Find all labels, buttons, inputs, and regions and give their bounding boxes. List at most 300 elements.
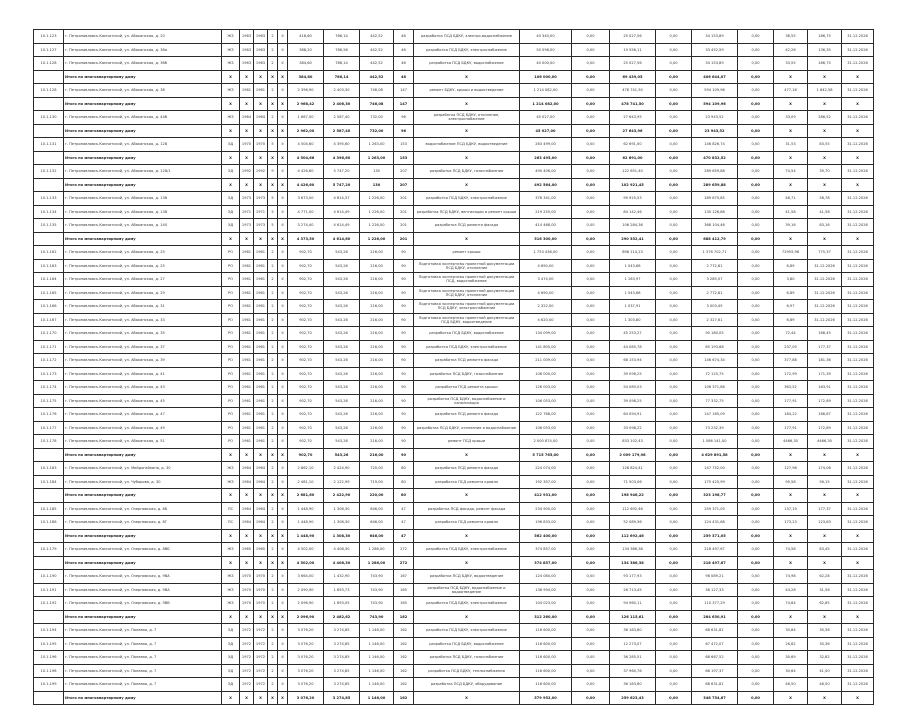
- cell-sum: 0,00: [656, 327, 692, 341]
- cell-cnt: 182: [394, 610, 414, 624]
- cell-work: разработка ПСД БДКУ, водоснабжение и канализация: [414, 394, 520, 408]
- cell-sum: 0,00: [656, 286, 692, 300]
- cell-sum: 116 600,00: [520, 678, 572, 692]
- cell-sum: 0,00: [738, 475, 774, 489]
- cell-area: 442,52: [360, 43, 394, 57]
- cell-sum: 0,00: [656, 367, 692, 381]
- cell-work: X: [414, 529, 520, 543]
- cell-rate: X: [808, 70, 842, 84]
- table-row: [34, 219, 874, 233]
- cell-sum: 0,00: [656, 543, 692, 557]
- cell-area: 766,14: [324, 30, 360, 44]
- cell-sum: 112 692,46: [610, 502, 656, 516]
- cell-sum: 72 125,75: [692, 367, 738, 381]
- cell-sum: 23 943,52: [692, 111, 738, 125]
- cell-yr: 1963: [254, 57, 268, 71]
- cell-cat: II: [278, 354, 288, 368]
- total-row: [34, 610, 874, 624]
- cell-num: 10.1.191: [34, 583, 64, 597]
- cell-area: 3 664,00: [288, 570, 324, 584]
- cell-num: 10.1.176: [34, 408, 64, 422]
- cell-code: РО: [222, 300, 240, 314]
- cell-date: 31.12.2026: [842, 637, 874, 651]
- cell-cat: II: [278, 367, 288, 381]
- cell-area: 2 962,00: [288, 124, 324, 138]
- cell-fl: 2: [268, 408, 278, 422]
- cell-date: 31.12.2026: [842, 138, 874, 152]
- cell-area: 902,70: [288, 286, 324, 300]
- cell-code: ЖЗ: [222, 43, 240, 57]
- cell-area: 3 076,20: [288, 637, 324, 651]
- cell-num: 10.1.165: [34, 286, 64, 300]
- cell-cnt: 90: [394, 408, 414, 422]
- table-row: [34, 462, 874, 476]
- cell-date: X: [842, 97, 874, 111]
- cell-cat: II: [278, 192, 288, 206]
- cell-area: 902,70: [288, 259, 324, 273]
- cell-cnt: 201: [394, 232, 414, 246]
- cell-sum: 898 114,23: [610, 246, 656, 260]
- cell-work: X: [414, 232, 520, 246]
- cell-cnt: 90: [394, 394, 414, 408]
- cell-cnt: 162: [394, 624, 414, 638]
- cell-cnt: 162: [394, 651, 414, 665]
- cell-sum: 0,00: [656, 583, 692, 597]
- cell-sum: 0,00: [738, 394, 774, 408]
- cell-sum: 4 620,00: [520, 313, 572, 327]
- cell-cat: II: [278, 678, 288, 692]
- cell-sum: 0,00: [572, 165, 610, 179]
- cell-sum: 323 198,77: [692, 489, 738, 503]
- cell-sum: 0,00: [738, 84, 774, 98]
- cell-yr: 1961: [240, 259, 254, 273]
- cell-sum: 594 109,96: [692, 84, 738, 98]
- cell-work: разработка ПСД ремонта крыши: [414, 381, 520, 395]
- cell-work: ремонт БДКУ, крыши и водоотведение: [414, 84, 520, 98]
- cell-sum: 0,00: [738, 151, 774, 165]
- cell-rate: 181,36: [808, 354, 842, 368]
- cell-sum: 0,00: [738, 529, 774, 543]
- cell-cnt: 201: [394, 192, 414, 206]
- cell-area: 4 408,30: [324, 543, 360, 557]
- cell-rate: X: [808, 448, 842, 462]
- table-row: [34, 246, 874, 260]
- table-row: [34, 678, 874, 692]
- cell-num: [34, 232, 64, 246]
- cell-code: РО: [222, 435, 240, 449]
- cell-addr: г. Петропавловск-Камчатский, ул. Абаканская, д. 136: [64, 192, 222, 206]
- cell-sum: 374 857,00: [520, 556, 572, 570]
- cell-sum: 68 667,52: [692, 651, 738, 665]
- cell-sum: 68 631,81: [692, 624, 738, 638]
- cell-rate: 26,82: [774, 637, 808, 651]
- cell-rate: 31,53: [774, 138, 808, 152]
- cell-sum: 0,00: [738, 97, 774, 111]
- cell-sum: 0,00: [738, 556, 774, 570]
- table-row: [34, 516, 874, 530]
- cell-cnt: 46: [394, 57, 414, 71]
- cell-cnt: 207: [394, 178, 414, 192]
- cell-sum: 198 946,22: [610, 489, 656, 503]
- cell-fl: 5: [268, 219, 278, 233]
- cell-area: 543,26: [324, 394, 360, 408]
- total-row: [34, 232, 874, 246]
- cell-sum: 0,00: [656, 435, 692, 449]
- cell-date: 31.12.2026: [842, 205, 874, 219]
- cell-area: 543,26: [324, 259, 360, 273]
- cell-cat: II: [278, 57, 288, 71]
- cell-fl: 2: [268, 327, 278, 341]
- cell-area: 902,70: [288, 394, 324, 408]
- cell-sum: 45 027,00: [520, 124, 572, 138]
- cell-rate: 4466,30: [808, 435, 842, 449]
- cell-rate: X: [774, 489, 808, 503]
- cell-sum: 134 386,38: [610, 556, 656, 570]
- cell-cat: II: [278, 300, 288, 314]
- cell-area: 1 286,00: [360, 543, 394, 557]
- cell-sum: 0,00: [572, 435, 610, 449]
- cell-sum: 189 675,85: [692, 192, 738, 206]
- cell-code: РО: [222, 408, 240, 422]
- cell-work: разработка ПСД ремонта кровли: [414, 516, 520, 530]
- cell-rate: 33,09: [774, 111, 808, 125]
- cell-sum: 68 631,81: [692, 678, 738, 692]
- cell-sum: 3 285,07: [692, 273, 738, 287]
- cell-date: 31.12.2026: [842, 651, 874, 665]
- table-row: [34, 138, 874, 152]
- cell-yr: 1973: [240, 219, 254, 233]
- table-row: [34, 327, 874, 341]
- cell-work: X: [414, 97, 520, 111]
- cell-num: [34, 529, 64, 543]
- cell-rate: X: [808, 610, 842, 624]
- cell-code: ЖЗ: [222, 111, 240, 125]
- cell-rate: 41,50: [808, 664, 842, 678]
- cell-sum: 25 027,56: [610, 57, 656, 71]
- cell-sum: 0,00: [738, 273, 774, 287]
- cell-sum: 0,00: [656, 637, 692, 651]
- cell-yr: 1961: [254, 421, 268, 435]
- cell-sum: 4 629 891,58: [692, 448, 738, 462]
- cell-date: X: [842, 691, 874, 705]
- cell-sum: 259 623,43: [610, 691, 656, 705]
- cell-sum: 0,00: [656, 273, 692, 287]
- cell-yr: 1961: [254, 84, 268, 98]
- cell-area: 1 146,00: [360, 624, 394, 638]
- cell-sum: 0,00: [572, 70, 610, 84]
- cell-sum: 104 023,00: [520, 597, 572, 611]
- cell-rate: 42,26: [774, 43, 808, 57]
- cell-area: 543,26: [324, 273, 360, 287]
- cell-area: 3 274,85: [324, 624, 360, 638]
- cell-rate: 74,98: [774, 570, 808, 584]
- table-row: [34, 43, 874, 57]
- cell-num: 10.1.179: [34, 543, 64, 557]
- cell-area: 543,26: [324, 367, 360, 381]
- cell-num: 10.1.133: [34, 192, 64, 206]
- cell-yr: 1970: [240, 570, 254, 584]
- cell-cat: X: [278, 610, 288, 624]
- cell-rate: 363,52: [774, 381, 808, 395]
- cell-code: РО: [222, 421, 240, 435]
- cell-area: 1 432,90: [324, 570, 360, 584]
- cell-num: 10.1.135: [34, 219, 64, 233]
- cell-cat: X: [278, 124, 288, 138]
- cell-num: 10.1.186: [34, 516, 64, 530]
- cell-yr: 1964: [254, 516, 268, 530]
- cell-sum: 0,00: [572, 462, 610, 476]
- cell-rate: 123,63: [808, 516, 842, 530]
- cell-code: РО: [222, 246, 240, 260]
- cell-date: 31.12.2026: [842, 246, 874, 260]
- cell-area: 130: [360, 178, 394, 192]
- cell-sum: 2 327,61: [692, 313, 738, 327]
- cell-area: 902,70: [288, 367, 324, 381]
- cell-addr: г. Петропавловск-Камчатский, ул. Абаканская, д. 41: [64, 367, 222, 381]
- cell-cat: X: [278, 489, 288, 503]
- cell-sum: 25 027,56: [610, 30, 656, 44]
- cell-rate: 237,05: [774, 340, 808, 354]
- cell-sum: 0,00: [572, 340, 610, 354]
- cell-sum: 406 644,07: [692, 70, 738, 84]
- cell-area: 2 122,99: [324, 475, 360, 489]
- cell-sum: 0,00: [738, 502, 774, 516]
- cell-sum: 106 000,00: [520, 70, 572, 84]
- cell-work: X: [414, 151, 520, 165]
- cell-sum: 0,00: [656, 489, 692, 503]
- cell-date: 31.12.2026: [842, 367, 874, 381]
- cell-cat: II: [278, 111, 288, 125]
- cell-cnt: 162: [394, 691, 414, 705]
- cell-rate: 4466,30: [774, 435, 808, 449]
- cell-area: 3 274,85: [324, 651, 360, 665]
- cell-rate: 6,89: [774, 286, 808, 300]
- cell-sum: 0,00: [738, 43, 774, 57]
- cell-fl: 2: [268, 664, 278, 678]
- cell-area: 902,70: [288, 354, 324, 368]
- cell-cat: II: [278, 475, 288, 489]
- cell-work: разработка ПСД БДКУ, отопление, электроснабжение: [414, 111, 520, 125]
- cell-area: 543,26: [324, 246, 360, 260]
- cell-date: 31.12.2026: [842, 327, 874, 341]
- cell-code: РО: [222, 367, 240, 381]
- cell-work: X: [414, 448, 520, 462]
- cell-sum: 0,00: [572, 57, 610, 71]
- cell-addr: г. Петропавловск-Камчатский, ул. Абаканская, д. 44б: [64, 111, 222, 125]
- cell-fl: 2: [268, 30, 278, 44]
- total-row: [34, 97, 874, 111]
- cell-sum: 1 753 436,00: [520, 246, 572, 260]
- cell-fl: 2: [268, 286, 278, 300]
- cell-yr: X: [240, 610, 254, 624]
- cell-sum: 0,00: [572, 246, 610, 260]
- cell-work: разработка ПСД БДКУ, газоснабжение: [414, 165, 520, 179]
- cell-sum: 0,00: [572, 610, 610, 624]
- cell-addr: г. Петропавловск-Камчатский, ул. Чубарова, д. 30: [64, 475, 222, 489]
- cell-num: [34, 556, 64, 570]
- cell-area: 902,70: [288, 448, 324, 462]
- cell-work: разработка ПСД БДКУ, электроснабжение: [414, 43, 520, 57]
- cell-sum: 0,00: [656, 84, 692, 98]
- cell-work: разработка ПСД БДКУ, теплоснабжения: [414, 664, 520, 678]
- cell-sum: 40 340,00: [520, 30, 572, 44]
- cell-date: 31.12.2026: [842, 57, 874, 71]
- cell-sum: 0,00: [572, 354, 610, 368]
- cell-yr: X: [240, 124, 254, 138]
- cell-cat: X: [278, 556, 288, 570]
- cell-yr: 1973: [254, 192, 268, 206]
- cell-work: разработка ПСД БДКУ, электроснабжение: [414, 597, 520, 611]
- table-row: [34, 421, 874, 435]
- cell-sum: 0,00: [738, 340, 774, 354]
- cell-cnt: 165: [394, 597, 414, 611]
- table-row: [34, 300, 874, 314]
- table-row: [34, 340, 874, 354]
- cell-area: 216,00: [360, 421, 394, 435]
- cell-area: 720,00: [360, 462, 394, 476]
- cell-yr: 1972: [240, 651, 254, 665]
- cell-sum: 284 630,91: [692, 610, 738, 624]
- cell-sum: 2 322,00: [520, 300, 572, 314]
- cell-fl: 5: [268, 138, 278, 152]
- cell-sum: 0,00: [738, 489, 774, 503]
- cell-addr: г. Петропавловск-Камчатский, ул. Абаканская, д. 36б: [64, 57, 222, 71]
- cell-area: 1 667,00: [288, 111, 324, 125]
- cell-code: ЖЗ: [222, 570, 240, 584]
- cell-rate: 184,22: [774, 408, 808, 422]
- cell-rate: 72955,98: [774, 246, 808, 260]
- cell-cnt: 80: [394, 475, 414, 489]
- cell-date: 31.12.2026: [842, 664, 874, 678]
- cell-area: 1 308,30: [324, 502, 360, 516]
- cell-addr: г. Петропавловск-Камчатский, ул. Абаканская, д. 25: [64, 259, 222, 273]
- cell-yr: 1964: [254, 502, 268, 516]
- cell-yr: 1992: [254, 165, 268, 179]
- cell-yr: 1972: [240, 664, 254, 678]
- cell-sum: 27 643,95: [610, 111, 656, 125]
- cell-sum: 0,00: [572, 597, 610, 611]
- cell-yr: 1961: [254, 435, 268, 449]
- cell-code: ЭД: [222, 138, 240, 152]
- cell-area: 902,70: [288, 246, 324, 260]
- cell-area: 216,00: [360, 313, 394, 327]
- cell-cnt: 80: [394, 462, 414, 476]
- cell-yr: 1970: [240, 583, 254, 597]
- cell-rate: 173,23: [774, 516, 808, 530]
- cell-sum: 0,00: [656, 691, 692, 705]
- cell-sum: 289 659,88: [692, 178, 738, 192]
- cell-sum: 77 332,75: [692, 394, 738, 408]
- cell-fl: 2: [268, 421, 278, 435]
- cell-date: 31.12.2026: [842, 43, 874, 57]
- cell-sum: 116 600,00: [520, 624, 572, 638]
- cell-date: 31.12.2026: [842, 340, 874, 354]
- cell-yr: 1972: [240, 678, 254, 692]
- cell-area: 4 771,00: [288, 205, 324, 219]
- cell-area: 543,26: [324, 300, 360, 314]
- cell-sum: 3 003,45: [692, 300, 738, 314]
- cell-area: 3 274,40: [288, 219, 324, 233]
- cell-num: [34, 178, 64, 192]
- cell-sum: 0,00: [572, 97, 610, 111]
- cell-yr: 1964: [240, 516, 254, 530]
- cell-work: разработка ПСД ремонта фасада: [414, 354, 520, 368]
- cell-cat: II: [278, 502, 288, 516]
- cell-addr: Итого по многоквартирному дому: [64, 178, 222, 192]
- cell-sum: 0,00: [656, 502, 692, 516]
- cell-num: [34, 489, 64, 503]
- cell-yr: 1961: [240, 367, 254, 381]
- cell-yr: 1973: [240, 192, 254, 206]
- cell-work: разработка ПСД БДКУ, электроснабжение: [414, 543, 520, 557]
- cell-area: 216,00: [360, 259, 394, 273]
- cell-cat: II: [278, 165, 288, 179]
- cell-num: 10.1.178: [34, 435, 64, 449]
- cell-sum: 0,00: [738, 408, 774, 422]
- cell-date: X: [842, 529, 874, 543]
- cell-yr: 1961: [254, 246, 268, 260]
- cell-code: X: [222, 151, 240, 165]
- cell-area: 1 146,00: [360, 637, 394, 651]
- cell-date: 31.12.2026: [842, 502, 874, 516]
- cell-area: 2 862,10: [288, 462, 324, 476]
- cell-date: X: [842, 610, 874, 624]
- cell-cnt: 153: [394, 151, 414, 165]
- cell-yr: 1972: [254, 664, 268, 678]
- cell-area: 902,70: [288, 313, 324, 327]
- cell-sum: 4 690,00: [520, 286, 572, 300]
- table-row: [34, 84, 874, 98]
- cell-fl: 2: [268, 246, 278, 260]
- cell-addr: г. Петропавловск-Камчатский, ул. Абаканская, д. 49: [64, 421, 222, 435]
- cell-rate: 6,97: [774, 300, 808, 314]
- cell-yr: 1963: [240, 30, 254, 44]
- cell-rate: 174,06: [808, 462, 842, 476]
- cell-yr: X: [240, 489, 254, 503]
- cell-sum: 141 805,00: [520, 340, 572, 354]
- cell-fl: X: [268, 556, 278, 570]
- cell-addr: г. Петропавловск-Камчатский, ул. Озерновская, д. 8ВБ: [64, 543, 222, 557]
- cell-area: 902,70: [288, 327, 324, 341]
- cell-sum: 0,00: [656, 138, 692, 152]
- cell-rate: 56,15: [808, 475, 842, 489]
- cell-sum: 0,00: [656, 124, 692, 138]
- cell-rate: X: [774, 178, 808, 192]
- table-row: [34, 624, 874, 638]
- cell-code: РО: [222, 394, 240, 408]
- cell-cat: II: [278, 84, 288, 98]
- cell-cat: II: [278, 259, 288, 273]
- cell-yr: 1961: [254, 273, 268, 287]
- cell-yr: X: [254, 556, 268, 570]
- cell-yr: 1965: [240, 543, 254, 557]
- cell-sum: 414 468,00: [520, 219, 572, 233]
- cell-sum: 126 003,00: [520, 381, 572, 395]
- cell-sum: 34 153,89: [692, 57, 738, 71]
- cell-area: 732,00: [360, 111, 394, 125]
- cell-yr: 1964: [254, 462, 268, 476]
- cell-sum: 0,00: [738, 381, 774, 395]
- cell-area: 543,26: [324, 354, 360, 368]
- cell-sum: 0,00: [572, 408, 610, 422]
- cell-addr: г. Петропавловск-Камчатский, ул. Озерновская, д. 9ВА: [64, 583, 222, 597]
- cell-rate: X: [808, 556, 842, 570]
- cell-cnt: 47: [394, 516, 414, 530]
- cell-sum: 1 543,68: [610, 259, 656, 273]
- cell-rate: 30,64: [774, 664, 808, 678]
- cell-work: разработка ПСД БДКУ, водоснабжение: [414, 637, 520, 651]
- cell-sum: 19 556,11: [610, 43, 656, 57]
